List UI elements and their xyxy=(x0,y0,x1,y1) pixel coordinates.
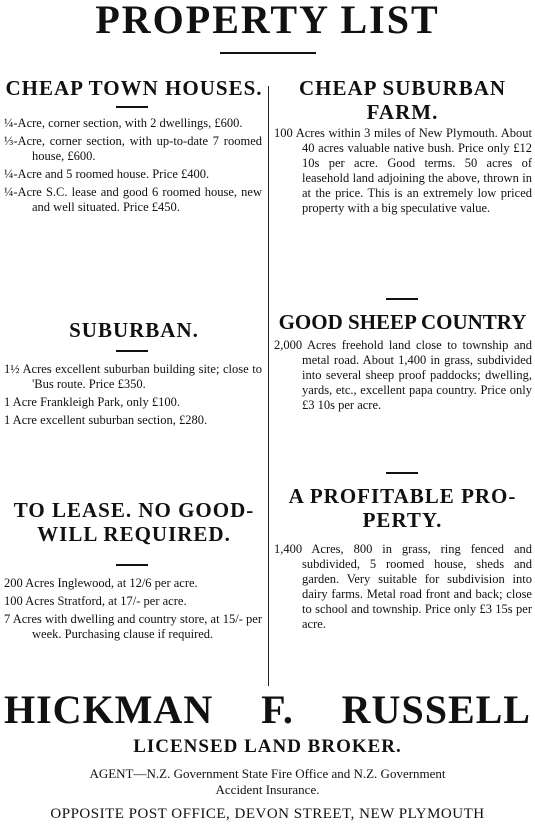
agent-text: Accident Insurance. xyxy=(215,782,320,797)
heading-to-lease xyxy=(0,498,268,546)
heading-line: WILL REQUIRED. xyxy=(37,522,231,546)
heading-line: CHEAP SUBURBAN xyxy=(298,76,507,100)
heading-cheap-suburban-farm xyxy=(270,76,535,124)
address: OPPOSITE POST OFFICE, DEVON STREET, NEW PLYMOUTH xyxy=(50,806,485,822)
list-item: ¼-Acre S.C. lease and good 6 roomed house, new and well situated. Price £450. xyxy=(4,185,262,214)
profitable-text xyxy=(274,542,532,632)
name-part: F. xyxy=(261,687,294,732)
list-item: 1 Acre excellent suburban section, £280. xyxy=(4,413,208,427)
town-rule xyxy=(116,106,148,108)
agent-line xyxy=(0,766,535,798)
column-divider xyxy=(268,86,269,686)
heading-cheap-town-houses: CHEAP TOWN HOUSES. xyxy=(5,76,263,100)
agent-text: AGENT—N.Z. Government State Fire Office and N.Z. Government xyxy=(89,766,446,781)
lease-list xyxy=(4,576,262,645)
heading-line: FARM. xyxy=(366,100,439,124)
name-part: RUSSELL xyxy=(341,687,531,732)
heading-profitable-property xyxy=(270,484,535,532)
town-houses-list xyxy=(4,116,262,218)
suburban-list xyxy=(4,362,262,431)
list-item: 7 Acres with dwelling and country store, at 15/- per week. Purchasing clause if required. xyxy=(4,612,262,641)
list-item: ¼-Acre and 5 roomed house. Price £400. xyxy=(4,167,210,181)
heading-suburban: SUBURBAN. xyxy=(69,318,199,342)
lease-rule xyxy=(116,564,148,566)
heading-line: A PROFITABLE PRO- xyxy=(288,484,517,508)
name-part: HICKMAN xyxy=(4,687,214,732)
heading-line: TO LEASE. NO GOOD- xyxy=(13,498,255,522)
farm-text xyxy=(274,126,532,216)
list-item: 1 Acre Frankleigh Park, only £100. xyxy=(4,395,181,409)
list-item: 1½ Acres excellent suburban building site; close to 'Bus route. Price £350. xyxy=(4,362,262,391)
heading-good-sheep-country: GOOD SHEEP COUNTRY xyxy=(278,310,527,334)
suburban-rule xyxy=(116,350,148,352)
farm-rule xyxy=(386,298,418,300)
sheep-description: 2,000 Acres freehold land close to township and metal road. About 1,400 in grass, subdivided into several sheep proof paddocks; dwelling, yards, etc., excellent papa country. Price only £3 10s per acre. xyxy=(274,338,532,412)
sheep-text xyxy=(274,338,532,413)
sheep-rule xyxy=(386,472,418,474)
list-item: ⅓-Acre, corner section, with up-to-date 7 roomed house, £600. xyxy=(4,134,262,163)
farm-description: 100 Acres within 3 miles of New Plymouth. About 40 acres valuable native bush. Price only £12 10s per acre. Good terms. 50 acres of leasehold land adjoining the above, thrown in at the price. This is an extremely low priced property with a big speculative value. xyxy=(274,126,532,215)
list-item: ¼-Acre, corner section, with 2 dwellings, £600. xyxy=(4,116,243,130)
firm-name xyxy=(0,688,535,732)
heading-line: PERTY. xyxy=(362,508,443,532)
list-item: 100 Acres Stratford, at 17/- per acre. xyxy=(4,594,187,608)
list-item: 200 Acres Inglewood, at 12/6 per acre. xyxy=(4,576,198,590)
title-rule xyxy=(220,52,316,54)
broker-title: LICENSED LAND BROKER. xyxy=(133,736,402,757)
profitable-description: 1,400 Acres, 800 in grass, ring fenced and subdivided, 5 roomed house, sheds and garden. Very suitable for subdivision into dairy farms. Metal road front and back; close to school and township. Price only £3 15s per acre. xyxy=(274,542,532,631)
page-title: PROPERTY LIST xyxy=(95,0,440,42)
